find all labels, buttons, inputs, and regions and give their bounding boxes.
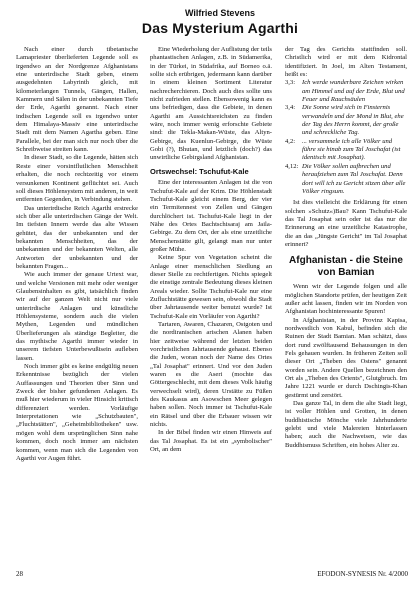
quote-text: Ich werde wunderbare Zeichen wirken am Himmel und auf der Erde, Blut und Feuer und Rauchsäulen [302, 79, 405, 104]
text-column-2 [150, 46, 272, 556]
article-title: Das Mysterium Agarthi [141, 20, 299, 36]
paragraph: Wenn wir der Legende folgen und alle möglichen Standorte prüfen, der heutigen Zeit außer acht lassen, finden wir im Norden von Afghanistan hochinteressante Spuren! [285, 283, 407, 316]
page-number: 28 [16, 570, 23, 578]
quote-text: Die Sonne wird sich in Finsternis verwandeln und der Mond in Blut, ehe der Tag des Herrn kommt, der große und schreckliche Tag. [302, 104, 404, 137]
paragraph: In dieser Stadt, so die Legende, hätten sich Reste einer vorsintflutlichen Menschheit erhalten, die noch rechtzeitig vor einem versunkenen Kontinent geflüchtet sei. Auch soll dieses Höhlensystem mit anderen, in weit entfernten Gegenden, in Verbindung stehen. [16, 154, 138, 204]
text-column-3 [285, 46, 407, 556]
paragraph: In der Bibel finden wir einen Hinweis auf das Tal Josaphat. Es ist ein „symbolischer" Ort, an dem [150, 429, 272, 454]
quote-text: ... versammele ich alle Völker und führe sie hinab zum Tal Joschafat (ist identisch mit Josaphat). [302, 137, 401, 162]
quote-verse: 4,2: [285, 137, 296, 145]
quote-item [285, 104, 407, 137]
quote-verse: 3,3: [285, 79, 296, 87]
paragraph: Ist dies vielleicht die Erklärung für einen solchen »Schutz«)Bau? Kann Tschufut-Kale das Tal Josaphat sein oder ist das nur die Erinnerung an eine urzeitliche Katastrophe, die an das „Jüngste Gericht" im Tal Josaphat erinnert? [285, 199, 407, 248]
article-author: Wilfried Stevens [185, 8, 255, 18]
paragraph: Keine Spur von Vegetation scheint die Anlage einer menschlichen Siedlung an dieser Stelle zu rechtfertigen. Nichts spiegelt die einstige zentrale Bedeutung dieses kleinen Areals wieder. Sollte Tschufut-Kale nur eine Zufluchtstätte gewesen sein, obwohl die Stadt über Jahrtausende weiter benutzt wurde? Ist Tschufut-Kale ein Vorläufer von Agarthi? [150, 254, 272, 320]
paragraph: der Tag des Gerichts stattfinden soll. Christlich wird er mit dem Kidrontal identifiziert. In Joel, im Alten Testament, heißt es: [285, 46, 407, 79]
paragraph: Noch immer gibt es keine endgültig neuen Erkenntnisse bezüglich der vielen Auffassungen und Theorien über Sinn und Zweck der bisher gefundenen Anlagen. Es muß hier wiederum in vieler Hinsicht kritisch differenziert werden. Vorläufige Interpretationen wie „Schutzbauten", „Fluchtstätten", „Geheimbibliotheken" usw. mögen wohl dem ursprünglichen Sinn nahe kommen, doch noch immer am nächsten kommen, wenn man sich die Legenden von Agarthi vor Augen führt. [16, 363, 138, 462]
paragraph: In Afghanistan, in der Provinz Kapisa, nordwestlich von Kabul, befinden sich die Ruinen der Stadt Bamian. Man schätzt, dass dort rund zwölftausend Behausungen in den Fels gehauen wurden. In früheren Zeiten soll dieser Ort „Theben des Ostens" genannt worden sein. Andere Quellen bezeichnen den Ort als „Theben des Orients", Glutgbruch. Im Jahre 1221 wurde er durch Dschingis-Khan gestürmt und zerstört. [285, 316, 407, 399]
section-heading-afghanistan: Afghanistan - die Steine von Bamian [289, 255, 403, 279]
quote-item [285, 163, 407, 196]
paragraph: Das unterirdische Reich Agarthi erstrecke sich über alle unterirdischen Gänge der Welt. Im tiefsten Innern werde das alte Wissen gehütet, das der unbekannten und der bekannten Menschheiten, das der unbekannten und der bekannten Welten, alle Antworten der unbekannten und der bekannten Fragen... [16, 204, 138, 270]
section-heading-tschufut-kale: Ortswechsel: Tschufut-Kale [150, 166, 249, 176]
bible-quotes [285, 79, 407, 196]
quote-item [285, 138, 407, 163]
page-footer [16, 570, 408, 580]
text-column-1 [16, 46, 138, 556]
quote-text: Die Völker sollen aufbrechen und heraufziehen zum Tal Joschafat. Denn dort will ich zu Gericht sitzen über alle Völker ringsum. [302, 162, 406, 195]
paragraph: Eine der interessanten Anlagen ist die von Tschufut-Kale auf der Krim. Die Höhlenstadt Tschufut-Kale gleicht einem Berg, der vier ein Termitennest von Zellen und Gängen durchlöchert ist. Tschufut-Kale liegt in der Nähe des Ortes Bachtschisaraj am Jaila-Gebirge. Zu dem Ort, der als eine urzeitliche Menschenstätte gilt, gelangt man nur unter großer Mühe. [150, 179, 272, 253]
quote-item [285, 79, 407, 104]
quote-verse: 4,12: [285, 162, 299, 170]
paragraph: Tartaren, Awaren, Chazaren, Ostgoten und die nordiranischen arischen Alanen haben hier zeitweise während der letzten beiden vorchristlichen Jahrtausende gehaust. Ebenso die Juden, woran noch der Name des Ortes „Tal Josaphat" erinnert. Und vor den Juden waren es die Aseri (mochte das Göttergeschlecht, mit dem dieses Volk häufig verwechselt wird), deren Urstätte zu Füßen des Kaukasus am Asowschen Meer gelegen haben sollen. Noch immer ist Tschufut-Kale ein Rätsel und über die Erbauer wissen wir nichts. [150, 321, 272, 429]
quote-verse: 3,4: [285, 104, 296, 112]
paragraph: Eine Wiederholung der Auflistung der teils phantastischen Anlagen, z.B. in Südamerika, in der Türkei, in Südafrika, auf Borneo o.ä. sollte sich erübrigen, jedermann kann darüber in einem kleinen Sortiment Literatur nachrecherchieren. Doch auch dies sollte uns nicht zufrieden stellen. Ebensowenig kann es uns befriedigen, dass die Gebiete, in denen Agarthi am Aussichtsreichsten zu finden wäre, noch immer wenig erforschte Gebiete sind: die Tekla-Makan-Wüste, das Altyn-Gebirge, das Kuenlun-Gebirge, die Wüste Gobi (?), Bhutan, und letztlich (doch?) das unwirtliche Gebirgsland Afghanistan. [150, 46, 272, 162]
paragraph: Nach einer durch tibetanische Lamapriester überlieferten Legende soll es irgendwo an der Nordgrenze Afghanistans eine unterirdische Stadt geben, einem ausgedehnten Labyrinth gleich, mit kilometerlangen Tunnels, Gängen, Hallen, Kammern und Sälen in der unbekannten Tiefe der Erde, Agarthi genannt. Nach einer indischen Legende soll es irgendwo unter dem Himalaya-Massiv eine unterirdische Stadt mit dem Namen Agartha geben. Eine Parallele, bei der man sich nur noch über die Schreibweise streiten kann. [16, 46, 138, 154]
paragraph: Wie auch immer der genaue Urtext war, und welche Versionen mit mehr oder weniger Glaubensinhalten es gibt, tatsächlich finden wir auf der ganzen Welt nicht nur viele unterirdische Anlagen und künstliche Höhlensysteme, sondern auch die vielen Mythen, Legenden und mündlichen Überlieferungen als ständige Begleiter, die das mythische Agarthi immer wieder in unserem tiefsten Unterbewußtsein aufleben lassen. [16, 271, 138, 362]
publication-info: EFODON-SYNESIS Nr. 4/2000 [317, 570, 408, 578]
paragraph: Das ganze Tal, in dem die alte Stadt liegt, ist voller Höhlen und Grotten, in denen buddhistische Mönche viele Jahrhunderte gelebt und viele Malereien hinterlassen haben; auch die Nachweisen, wie das Buddhismuss Schriften, ein hohes Alter zu. [285, 400, 407, 449]
